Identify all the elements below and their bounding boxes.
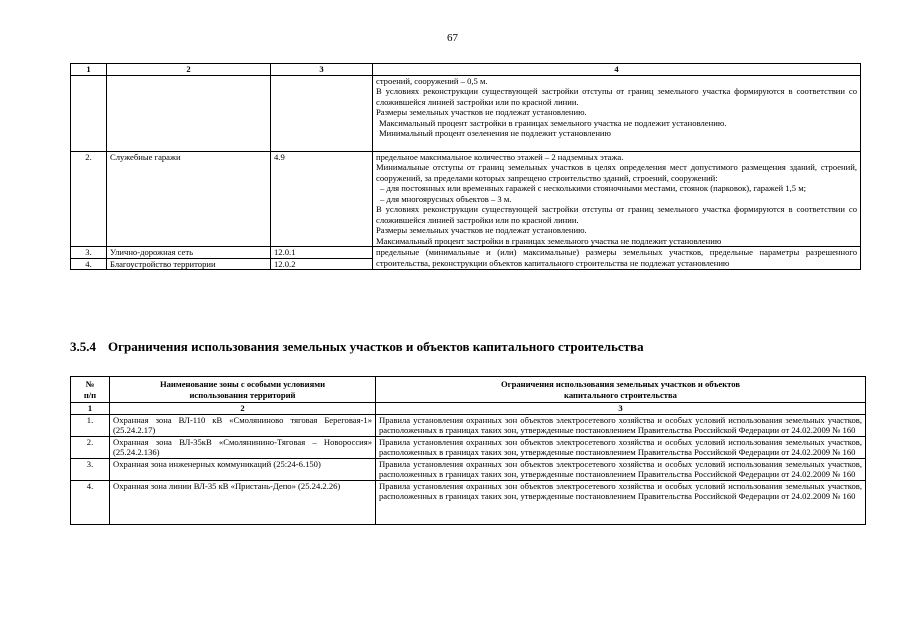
table-row [71,414,866,436]
restriction-text: Правила установления охранных зон объектов электросетевого хозяйства и особых условий использования земельных участков, расположенных в границах таких зон, утвержденные постановлением Правительства Российской Федерации от 24.02.2009 № 160 [376,480,866,524]
table-row [71,458,866,480]
restriction-text: Правила установления охранных зон объектов электросетевого хозяйства и особых условий использования земельных участков, расположенных в границах таких зон, утвержденные постановлением Правительства Российской Федерации от 24.02.2009 № 160 [376,436,866,458]
row-number: 4. [71,258,107,270]
row-code: 12.0.1 [271,247,373,259]
column-number: 3 [376,403,866,415]
zoning-table [70,63,861,270]
restriction-text: Правила установления охранных зон объектов электросетевого хозяйства и особых условий использования земельных участков, расположенных в границах таких зон, утвержденные постановлением Правительства Российской Федерации от 24.02.2009 № 160 [376,458,866,480]
column-number: 1 [71,403,110,415]
row-code: 12.0.2 [271,258,373,270]
row-number: 2. [71,151,107,247]
column-number: 3 [271,64,373,76]
table-row [71,247,861,259]
zone-name: Охранная зона ВЛ-35кВ «Смолянинино-Тяговая – Новороссия» (25.24.2.136) [110,436,376,458]
row-number: 2. [71,436,110,458]
column-number: 1 [71,64,107,76]
restrictions-table [70,376,866,525]
cell-text: предельное максимальное количество этажей – 2 надземных этажа. Минимальные отступы от границ земельных участков в целях определения мест допустимого размещения зданий, строений, сооружений, за пределами которых запрещено строительство зданий, строений, сооружений: – для постоянных или временных гаражей с несколькими стояночными местами, стоянок (парковок), гаражей 1,5 м; – для многоярусных объектов – 3 м. В условиях реконструкции существующей застройки отступы от границ земельного участка формируются в соответствии со сложившейся линией застройки или по красной линии. Размеры земельных участков не подлежат установлению. Максимальный процент застройки в границах земельного участка не подлежит установлению [373,151,861,247]
row-number: 3. [71,247,107,259]
row-number: 4. [71,480,110,524]
table-header-row [71,377,866,403]
row-number: 1. [71,414,110,436]
row-code: 4.9 [271,151,373,247]
section-number: 3.5.4 [70,339,96,354]
header-number: № п/п [71,377,110,403]
table-row [71,436,866,458]
page-number: 67 [447,32,458,44]
zone-name: Охранная зона инженерных коммуникаций (25:24-6.150) [110,458,376,480]
zone-name: Охранная зона ВЛ-110 кВ «Смоляниново тяговая Береговая-1» (25.24.2.17) [110,414,376,436]
table-colnum-row [71,403,866,415]
table-row [71,480,866,524]
section-heading [70,339,656,355]
cell-text: строений, сооружений – 0,5 м. В условиях реконструкции существующей застройки отступы от границ земельного участка формируются в соответствии со сложившейся линией застройки или по красной линии. Размеры земельных участков не подлежат установлению. Максимальный процент застройки в границах земельного участка не подлежит установлению. Минимальный процент озеленения не подлежит установлению [373,75,861,151]
header-zone: Наименование зоны с особыми условиями использования территорий [110,377,376,403]
zone-name: Охранная зона линии ВЛ-35 кВ «Пристань-Депо» (25.24.2.26) [110,480,376,524]
row-number: 3. [71,458,110,480]
table-row [71,151,861,247]
restriction-text: Правила установления охранных зон объектов электросетевого хозяйства и особых условий использования земельных участков, расположенных в границах таких зон, утвержденные постановлением Правительства Российской Федерации от 24.02.2009 № 160 [376,414,866,436]
column-number: 2 [107,64,271,76]
column-number: 2 [110,403,376,415]
table-row [71,75,861,151]
table-header-row [71,64,861,76]
row-name: Благоустройство территории [107,258,271,270]
cell-text: предельные (минимальные и (или) максимальные) размеры земельных участков, предельные параметры разрешенного строительства, реконструкции объектов капитального строительства не подлежат установлению [373,247,861,270]
row-name: Служебные гаражи [107,151,271,247]
row-name: Улично-дорожная сеть [107,247,271,259]
header-restrictions: Ограничения использования земельных участков и объектов капитального строительства [376,377,866,403]
section-title: Ограничения использования земельных участков и объектов капитального строительства [108,339,644,354]
column-number: 4 [373,64,861,76]
